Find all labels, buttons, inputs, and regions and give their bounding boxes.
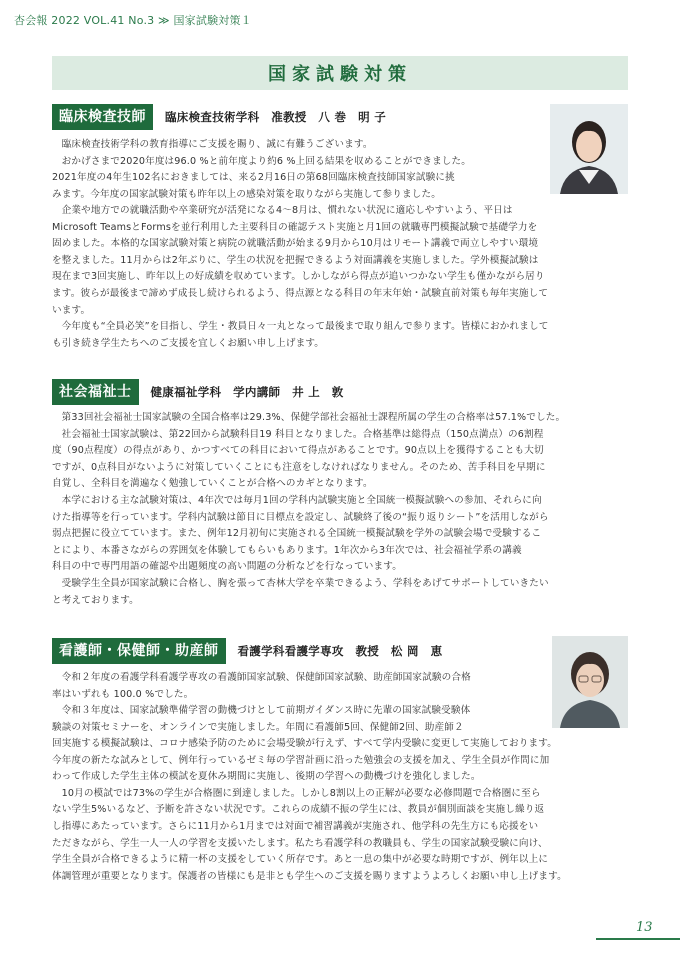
paragraph: ですが、0点科目がないように対策していくことにも注意をしなければなりません。そのため、苦手科目を早期に — [52, 461, 546, 473]
paragraph: 度（90点程度）の得点があり、かつすべての科目において得点があることです。90点以上を獲得することも大切 — [52, 445, 544, 457]
paragraph: 臨床検査技術学科の教育指導にご支援を賜り、誠に有難うございます。 — [61, 139, 373, 150]
paragraph: 率はいずれも 100.0 %でした。 — [52, 688, 194, 700]
paragraph: 体調管理が重要となります。保護者の皆様にも是非とも学生へのご支援を賜りますようよろしくお願い申し上げます。 — [52, 870, 567, 882]
paragraph: 験談の対策セミナーを、オンラインで実施しました。年間に看護師5回、保健師2回、助産師２ — [52, 721, 464, 733]
section-body-3b — [52, 736, 628, 885]
paragraph: 社会福祉士国家試験は、第22回から試験科目19 科目となりました。合格基準は総得点（150点満点）の6割程 — [61, 428, 544, 440]
paragraph: みます。今年度の国家試験対策も昨年以上の感染対策を取りながら実施して参りました。 — [52, 188, 441, 200]
paragraph: 弱点把握に役立てています。また、例年12月初旬に実施される全国統一模擬試験を学外の試験会場で受験するこ — [52, 528, 542, 540]
section-body-1 — [52, 137, 552, 203]
paragraph: 自覚し、全科目を満遍なく勉強していくことが合格へのカギとなります。 — [52, 478, 373, 490]
paragraph: 10月の模試では73%の学生が合格圏に到達しました。しかし8割以上の正解が必要な必修問題で合格圏に至ら — [61, 787, 541, 799]
section-header-3 — [52, 638, 442, 664]
section-author-2: 健康福祉学科 学内講師 井 上 敦 — [150, 385, 344, 399]
paragraph: 固めました。本格的な国家試験対策と病院の就職活動が始まる9月から10月はリモート講義で両立しやすい環境 — [52, 238, 539, 250]
paragraph: とにより、本番さながらの雰囲気を体験してもらいもあります。1年次から3年次では、社会福祉学系の講義 — [52, 544, 522, 556]
paragraph: 令和２年度の看護学科看護学専攻の看護師国家試験、保健師国家試験、助産師国家試験の合格 — [61, 672, 471, 683]
paragraph: と考えております。 — [52, 594, 139, 606]
paragraph: 今年度も“全員必笑”を目指し、学生・教員日々一丸となって最後まで取り組んで参ります。皆様におかれまして — [61, 321, 549, 333]
author-photo-1 — [550, 104, 628, 194]
paragraph: 現在まで3回実施し、昨年以上の好成績を収めています。しかしながら得点が追いつかない学生も僅かながら居り — [52, 271, 545, 283]
paragraph: 受験学生全員が国家試験に合格し、胸を張って杏林大学を卒業できるよう、学科をあげてサポートしていきたい — [61, 577, 549, 589]
paragraph: も引き続き学生たちへのご支援を宜しくお願い申し上げます。 — [52, 337, 325, 349]
paragraph: 第33回社会福祉士国家試験の全国合格率は29.3%、保健学部社会福祉士課程所属の学生の合格率は57.1%でした。 — [61, 412, 566, 423]
section-body-3 — [52, 670, 546, 736]
paragraph: ます。彼らが最後まで諦めず成長し続けられるよう、得点源となる科目の年末年始・試験直前対策も毎年実施して — [52, 287, 549, 299]
section-tag-3: 看護師・保健師・助産師 — [52, 638, 226, 664]
page-title-band — [52, 56, 628, 90]
paragraph: Microsoft TeamsとFormsを並行利用した主要科目の確認テスト実施と月1回の就職専門模擬試験で基礎学力を — [52, 221, 538, 233]
paragraph: 2021年度の4年生102名におきましては、来る2月16日の第68回臨床検査技師国家試験に挑 — [52, 172, 455, 184]
paragraph: 学生全員が合格できるように精一杯の支援をしていく所存です。あと一息の集中が必要な時期ですが、例年以上に — [52, 854, 549, 866]
paragraph: し指導にあたっています。さらに11月から1月までは対面で補習講義が実施され、他学科の先生方にも応援をい — [52, 820, 539, 832]
running-header: 杏会報 2022 VOL.41 No.3 ≫ 国家試験対策１ — [14, 14, 252, 27]
paragraph: 企業や地方での就職活動や卒業研究が活発になる4～8月は、慣れない状況に適応しやすいよう、平日は — [61, 205, 513, 216]
paragraph: 本学における主な試験対策は、4年次では毎月1回の学科内試験実施と全国統一模擬試験への参加、それらに向 — [61, 494, 542, 506]
author-photo-3 — [552, 636, 628, 728]
paragraph: 今年度の新たな試みとして、例年行っているゼミ毎の学習計画に沿った勉強会の支援を加え、学生全員が作問に加 — [52, 754, 550, 766]
paragraph: わって作成した学生主体の模試を夏休み期間に実施し、後期の学習への動機づけを強化しました。 — [52, 771, 481, 783]
paragraph: ただきながら、学生一人一人の学習を支援いたします。私たち看護学科の教職員も、学生の国家試験受験に向け、 — [52, 837, 548, 849]
page-number-rule — [596, 938, 680, 940]
page-number: 13 — [636, 920, 653, 935]
paragraph: おかげさまで2020年度は96.0 %と前年度より約6 %上回る結果を収めることができました。 — [61, 155, 472, 167]
paragraph: 回実施する模擬試験は、コロナ感染予防のために会場受験が行えず、すべて学内受験に変更して実施しております。 — [52, 738, 557, 749]
page-title: 国家試験対策 — [268, 64, 412, 85]
section-header-1 — [52, 104, 386, 130]
section-tag-2: 社会福祉士 — [52, 379, 139, 405]
section-header-2 — [52, 379, 344, 405]
section-author-3: 看護学科看護学専攻 教授 松 岡 恵 — [237, 644, 443, 658]
section-tag-1: 臨床検査技師 — [52, 104, 153, 130]
paragraph: を整えました。11月からは2年ぶりに、学生の状況を把握できるよう対面講義を実施しました。学外模擬試験は — [52, 254, 539, 266]
paragraph: 令和３年度は、国家試験準備学習の動機づけとして前期ガイダンス時に先輩の国家試験受験体 — [61, 705, 471, 717]
paragraph: けた指導等を行っています。学科内試験は節目に目標点を設定し、試験終了後の“振り返りシート”を活用しながら — [52, 511, 549, 523]
paragraph: ない学生5%いるなど、予断を許さない状況です。これらの成績不振の学生には、教員が個別面談を実施し繰り返 — [52, 804, 545, 816]
section-author-1: 臨床検査技術学科 准教授 八 巻 明 子 — [165, 110, 387, 124]
section-body-1b — [52, 203, 628, 352]
section-body-2 — [52, 410, 628, 609]
paragraph: 科目の中で専門用語の確認や出題頻度の高い問題の分析などを行なっています。 — [52, 561, 403, 573]
paragraph: います。 — [52, 304, 91, 316]
